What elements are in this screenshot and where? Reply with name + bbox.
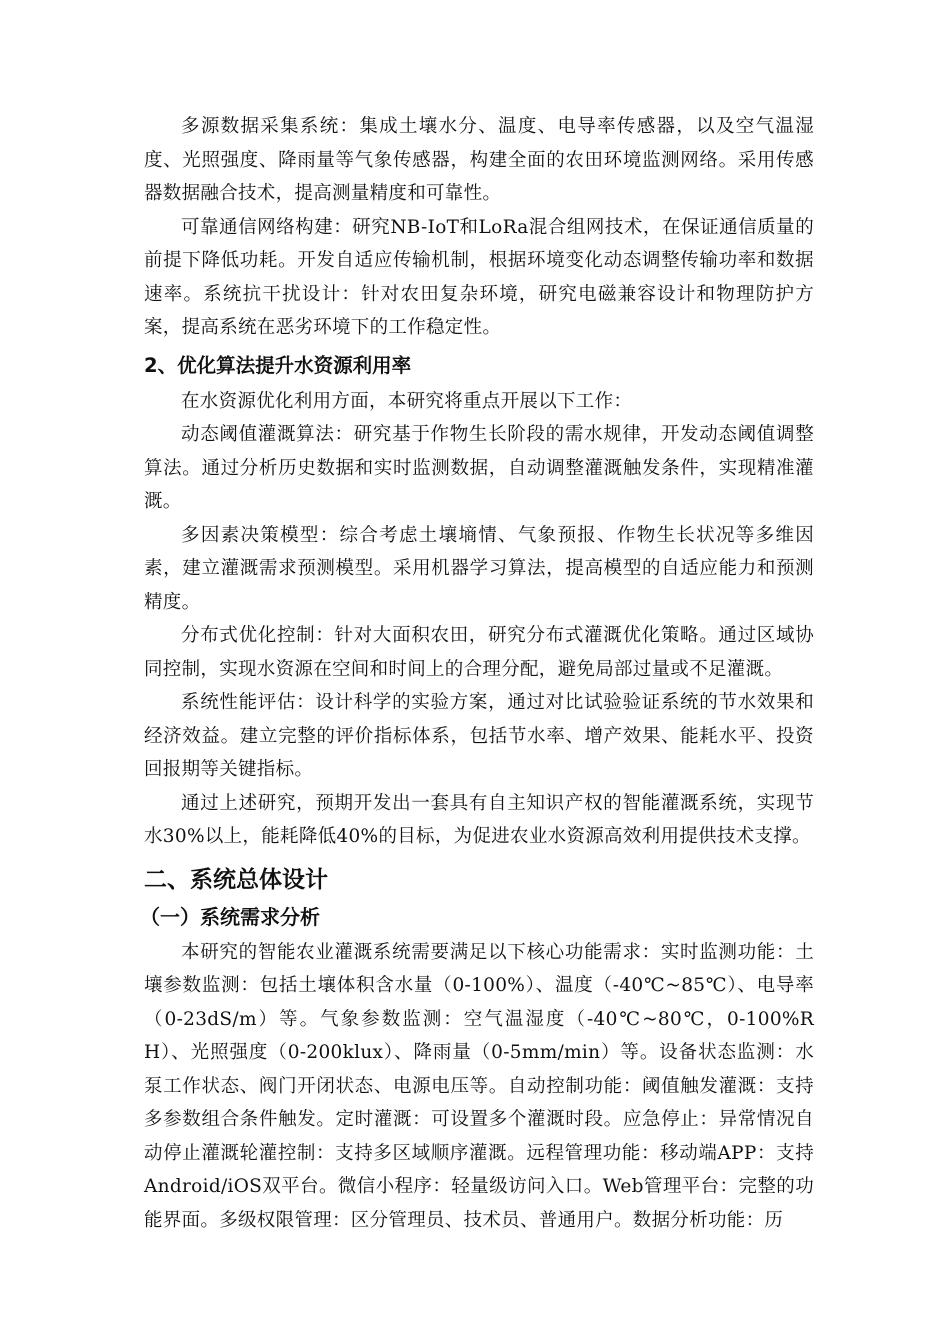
paragraph-distributed-control: 分布式优化控制：针对大面积农田，研究分布式灌溉优化策略。通过区域协同控制，实现水资源在空间和时间上的合理分配，避免局部过量或不足灌溉。 — [144, 625, 814, 680]
paragraph-dynamic-threshold: 动态阈值灌溉算法：研究基于作物生长阶段的需水规律，开发动态阈值调整算法。通过分析历史数据和实时监测数据，自动调整灌溉触发条件，实现精准灌溉。 — [144, 424, 814, 512]
section-heading-algorithm: 2、优化算法提升水资源利用率 — [144, 353, 412, 377]
subsection-heading-requirements: （一）系统需求分析 — [140, 904, 320, 929]
paragraph-performance-evaluation: 系统性能评估：设计科学的实验方案，通过对比试验验证系统的节水效果和经济效益。建立完整的评价指标体系，包括节水率、增产效果、能耗水平、投资回报期等关键指标。 — [144, 692, 814, 780]
paragraph-requirements: 本研究的智能农业灌溉系统需要满足以下核心功能需求：实时监测功能：土壤参数监测：包括土壤体积含水量（0-100%）、温度（-40℃~85℃）、电导率（0-23dS/m）等。气象参数监测：空气温湿度（-40℃~80℃，0-100%RH）、光照强度（0-200klux）、降雨量（0-5mm/min）等。设备状态监测：水泵工作状态、阀门开闭状态、电源电压等。自动控制功能：阈值触发灌溉：支持多参数组合条件触发。定时灌溉：可设置多个灌溉时段。应急停止：异常情况自动停止灌溉轮灌控制：支持多区域顺序灌溉。远程管理功能：移动端APP：支持Android/iOS双平台。微信小程序：轻量级访问入口。Web管理平台：完整的功能界面。多级权限管理：区分管理员、技术员、普通用户。数据分析功能：历 — [144, 941, 814, 1231]
paragraph-multi-factor-model: 多因素决策模型：综合考虑土壤墒情、气象预报、作物生长状况等多维因素，建立灌溉需求预测模型。采用机器学习算法，提高模型的自适应能力和预测精度。 — [144, 524, 814, 613]
paragraph-multi-source-data: 多源数据采集系统：集成土壤水分、温度、电导率传感器，以及空气温湿度、光照强度、降雨量等气象传感器，构建全面的农田环境监测网络。采用传感器数据融合技术，提高测量精度和可靠性。 — [144, 116, 814, 204]
document-page — [140, 110, 814, 1237]
paragraph-expected-results: 通过上述研究，预期开发出一套具有自主知识产权的智能灌溉系统，实现节水30%以上，能耗降低40%的目标，为促进农业水资源高效利用提供技术支撑。 — [144, 792, 814, 847]
chapter-heading-system-design: 二、系统总体设计 — [144, 866, 328, 893]
paragraph-communication-network: 可靠通信网络构建：研究NB-IoT和LoRa混合组网技术，在保证通信质量的前提下降低功耗。开发自适应传输机制，根据环境变化动态调整传输功率和数据速率。系统抗干扰设计：针对农田复杂环境，研究电磁兼容设计和物理防护方案，提高系统在恶劣环境下的工作稳定性。 — [144, 216, 814, 338]
paragraph-water-resource-intro: 在水资源优化利用方面，本研究将重点开展以下工作： — [181, 390, 633, 412]
